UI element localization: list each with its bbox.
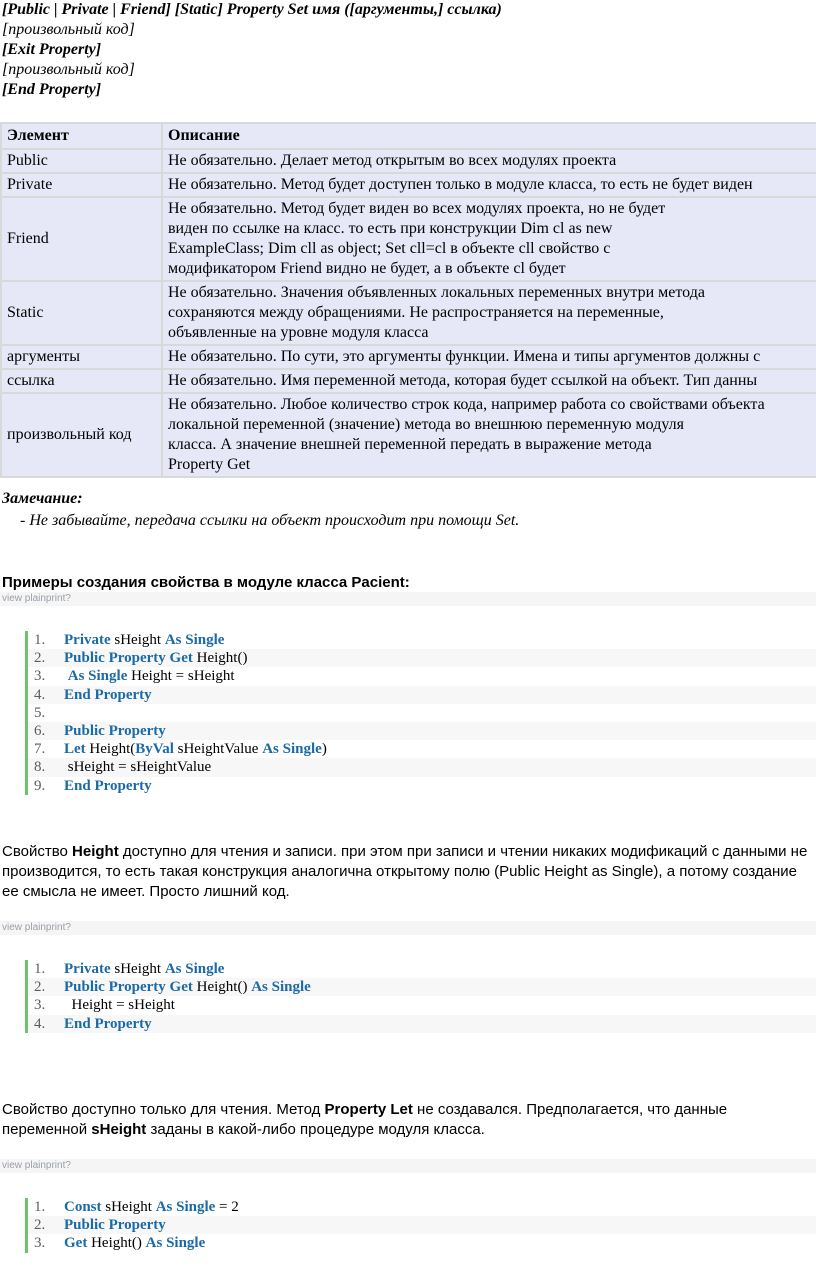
element-name-cell: аргументы [2,346,161,368]
line-number: 9. [34,777,46,794]
description-line: Не обязательно. Метод будет виден во всех модулях проекта, но не будет [168,200,666,217]
element-description-cell [163,174,816,196]
table-row [2,198,816,280]
description-line: сохраняются между обращениями. Не распространяется на переменные, [168,304,664,321]
table-row [2,174,816,196]
code-text [64,758,211,776]
description-line: Не обязательно. Имя переменной метода, которая будет ссылкой на объект. Тип данны [168,372,758,389]
code-keyword: Let [64,741,86,758]
code-token: Height() [192,979,252,996]
line-number: 2. [34,1217,46,1234]
code-keyword: End Property [64,777,152,794]
code-line [28,960,816,978]
line-number: 8. [34,759,46,776]
code-line [28,978,816,996]
note-text: - Не забывайте, передача ссылки на объект происходит при помощи Set. [20,512,520,529]
code-token: Height( [85,741,136,758]
line-number: 6. [34,722,46,739]
description-line: класса. А значение внешней переменной передать в выражение метода [168,436,652,453]
line-number: 3. [34,997,46,1014]
table-row [2,282,816,344]
line-number: 2. [34,650,46,667]
element-description-cell [163,198,816,280]
syntax-line: [Exit Property] [2,41,102,58]
note-title: Замечание: [2,490,83,507]
code-line [28,649,816,667]
table-row [2,370,816,392]
code-text [64,777,152,795]
code-line [28,777,816,795]
code-text [64,722,166,740]
code-line [28,1198,816,1216]
view-plain-link[interactable]: view plainprint? [0,592,816,606]
code-token: Height() [192,650,248,667]
code-keyword: As Single [164,632,225,648]
paragraph [2,842,816,902]
code-line [28,667,816,685]
element-description-cell [163,394,816,476]
element-name-cell: Static [2,282,161,344]
description-line: Не обязательно. Делает метод открытым во всех модулях проекта [168,152,617,169]
syntax-line: [Public | Private | Friend] [Static] Property Set имя ([аргументы,] ссылка) [2,1,502,18]
table-row [2,346,816,368]
code-line [28,722,816,740]
bold-term: Height [72,843,119,860]
description-line: Не обязательно. Метод будет доступен только в модуле класса, то есть не будет виден [168,176,753,193]
element-name-cell: Friend [2,198,161,280]
code-keyword: ByVal [135,741,174,758]
code-text [64,631,224,649]
description-line: ExampleClass; Dim cll as object; Set cll=cl в объекте cll свойство с [168,240,611,257]
code-text [64,686,152,704]
bold-term: sHeight [91,1121,147,1138]
code-keyword: As Single [251,979,311,996]
syntax-block [2,0,502,100]
code-keyword: Private [64,632,111,648]
code-keyword: End Property [64,1015,152,1032]
code-keyword: As Single [262,741,322,758]
table-header: Элемент [2,124,161,148]
elements-table [0,122,816,478]
description-line: локальной переменной (значение) метода во внешнюю переменную модуля [168,416,684,433]
bold-term: Property Let [324,1101,413,1118]
line-number: 4. [34,686,46,703]
code-line [28,686,816,704]
element-name-cell: произвольный код [2,394,161,476]
paragraph-text: Свойство [2,843,73,860]
code-line [28,704,816,722]
table-row [2,394,816,476]
line-number: 1. [34,1199,46,1215]
description-line: Не обязательно. По сути, это аргументы функции. Имена и типы аргументов должны с [168,348,761,365]
element-description-cell [163,370,816,392]
paragraph-text: доступно для чтения и записи. при этом при записи и чтении никаких модификаций с данными не производится, то есть такая конструкция аналогична открытому полю (Public Height as Single), а потому создание ее смысла не имеет. Просто лишний код. [2,843,808,900]
element-description-cell [163,346,816,368]
code-text [64,649,247,667]
code-token: = 2 [215,1199,239,1215]
description-line: Не обязательно. Любое количество строк кода, например работа со свойствами объекта [168,396,765,413]
line-number: 1. [34,632,46,648]
code-line [28,1216,816,1234]
code-text [64,978,311,996]
code-token: sHeightValue [173,741,263,758]
code-keyword: As Single [164,961,225,977]
paragraph-text: Свойство доступно только для чтения. Метод [2,1101,325,1118]
element-name-cell: Private [2,174,161,196]
code-line [28,996,816,1014]
description-line: объявленные на уровне модуля класса [168,324,429,341]
line-number: 5. [34,704,46,721]
description-line: Не обязательно. Значения объявленных локальных переменных внутри метода [168,284,705,301]
line-number: 4. [34,1015,46,1032]
code-text [64,667,235,685]
view-plain-link[interactable]: view plainprint? [0,1159,816,1173]
line-number: 3. [34,1235,46,1252]
code-keyword: Get [64,1235,88,1252]
code-token: Height() [87,1235,146,1252]
view-plain-link[interactable]: view plainprint? [0,921,816,935]
code-text [64,740,327,758]
element-description-cell [163,282,816,344]
syntax-line: [произвольный код] [2,21,135,38]
code-line [28,1015,816,1033]
code-keyword: As Single [155,1199,216,1215]
code-token: Height = sHeight [64,997,175,1014]
description-line: Property Get [168,456,251,473]
code-token: Height = sHeight [127,668,235,685]
syntax-line: [End Property] [2,81,102,98]
code-line [28,1234,816,1252]
element-description-cell [163,150,816,172]
code-block [25,960,816,1033]
code-text [64,1216,166,1234]
code-block [25,631,816,795]
code-token: sHeight [110,961,165,977]
code-token: sHeight [110,632,165,648]
code-keyword: Private [64,961,111,977]
line-number: 3. [34,668,46,685]
paragraph-text: не создавался. Предполагается, что данные переменной [2,1101,728,1138]
code-keyword: Public Property [64,1217,166,1234]
description-line: модификатором Friend видно не будет, а в объекте cl будет [168,260,566,277]
code-keyword: Public Property Get [64,650,193,667]
code-token: sHeight = sHeightValue [64,759,212,776]
code-line [28,631,816,649]
code-token: ) [321,741,327,758]
syntax-line: [произвольный код] [2,61,135,78]
table-header: Описание [163,124,816,148]
code-block [25,1198,816,1253]
code-keyword: Public Property [64,722,166,739]
line-number: 1. [34,961,46,977]
code-line [28,758,816,776]
code-line [28,740,816,758]
code-text [64,996,175,1014]
code-keyword: Const [64,1199,102,1215]
code-keyword: As Single [67,668,128,685]
line-number: 7. [34,741,46,758]
paragraph [2,1100,816,1140]
element-name-cell: ссылка [2,370,161,392]
description-line: виден по ссылке на класс. то есть при конструкции Dim cl as new [168,220,613,237]
code-keyword: As Single [145,1235,206,1252]
code-token: sHeight [101,1199,156,1215]
code-text [64,1234,205,1252]
element-name-cell: Public [2,150,161,172]
table-row [2,150,816,172]
code-text [64,1015,152,1033]
code-text [64,960,224,978]
line-number: 2. [34,979,46,996]
code-text [64,1198,239,1216]
code-keyword: End Property [64,686,152,703]
examples-title: Примеры создания свойства в модуле класса Pacient: [2,574,410,591]
paragraph-text: заданы в какой-либо процедуре модуля класса. [146,1121,485,1138]
code-keyword: Public Property Get [64,979,193,996]
